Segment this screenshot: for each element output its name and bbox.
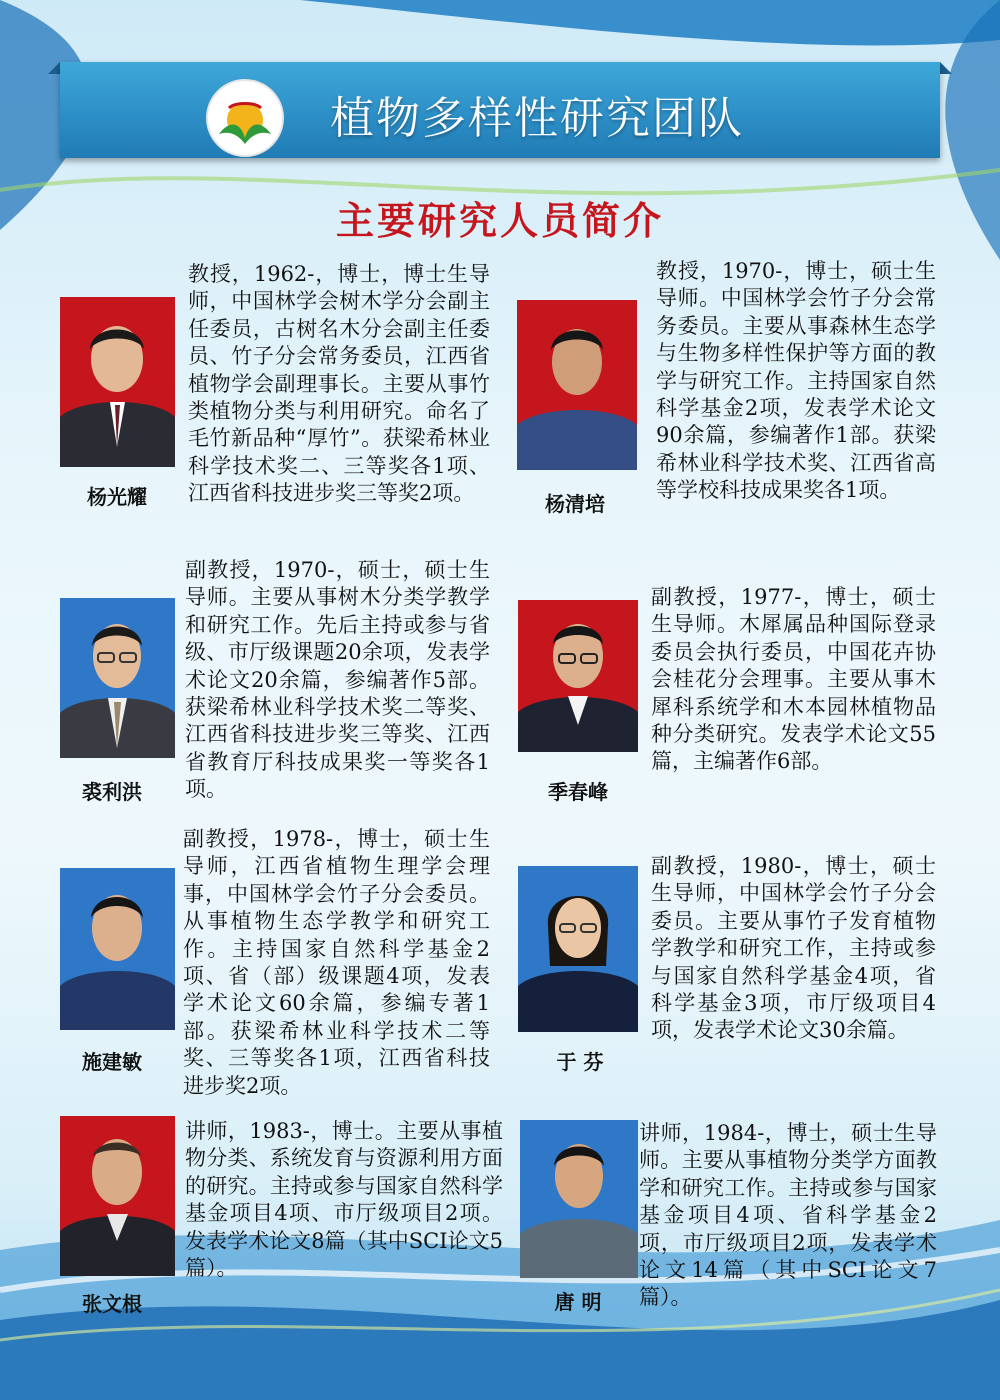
section-title: 主要研究人员简介: [335, 199, 664, 243]
member-name: 季春峰: [548, 780, 608, 804]
member-name: 唐 明: [554, 1290, 602, 1314]
portrait-photo: [60, 1116, 175, 1276]
member-name: 裘利洪: [82, 780, 142, 804]
member-bio: 副教授，1977-，博士，硕士生导师。木犀属品种国际登录委员会执行委员，中国花卉协会桂花分会理事。主要从事木犀科系统学和木本园林植物品种分类研究。发表学术论文55篇，主编著作6部。: [651, 585, 936, 774]
member-bio: 教授，1962-，博士，博士生导师，中国林学会树木学分会副主任委员，古树名木分会副主任委员、竹子分会常务委员，江西省植物学会副理事长。主要从事竹类植物分类与利用研究。命名了毛竹新品种“厚竹”。获梁希林业科学技术奖二、三等奖各1项、江西省科技进步奖三等奖2项。: [188, 262, 490, 506]
member-bio: 讲师，1984-，博士，硕士生导师。主要从事植物分类学方面教学和研究工作。主持或参与国家基金项目4项、省科学基金2项，市厅级项目2项，发表学术论文14篇（其中SCI论文7篇）。: [639, 1121, 937, 1310]
member-bio: 讲师，1983-，博士。主要从事植物分类、系统发育与资源利用方面的研究。主持或参与国家自然科学基金项目4项、市厅级项目2项。发表学术论文8篇（其中SCI论文5篇）。: [185, 1119, 503, 1281]
banner-fold-right: [940, 62, 952, 74]
member-bio: 副教授，1970-，硕士，硕士生导师。主要从事树木分类学教学和研究工作。先后主持或参与省级、市厅级课题20余项，发表学术论文20余篇，参编著作5部。获梁希林业科学技术奖二等奖、江西省科技进步奖三等奖、江西省教育厅科技成果奖一等奖各1项。: [185, 558, 490, 802]
portrait-photo: [517, 300, 637, 470]
member-name: 于 芬: [556, 1050, 604, 1074]
university-logo-icon: [205, 78, 285, 158]
member-bio: 副教授，1978-，博士，硕士生导师，江西省植物生理学会理事，中国林学会竹子分会委员。从事植物生态学教学和研究工作。主持国家自然科学基金2项、省（部）级课题4项，发表学术论文60余篇，参编专著1部。获梁希林业科学技术二等奖、三等奖各1项，江西省科技进步奖2项。: [183, 827, 490, 1098]
member-name: 施建敏: [82, 1050, 142, 1074]
portrait-photo: [518, 600, 638, 752]
member-bio: 副教授，1980-，博士，硕士生导师，中国林学会竹子分会委员。主要从事竹子发育植物学教学和研究工作，主持或参与国家自然科学基金4项，省科学基金3项，市厅级项目4项，发表学术论文30余篇。: [651, 854, 936, 1043]
portrait-photo: [518, 866, 638, 1032]
portrait-photo: [60, 868, 175, 1030]
banner-fold-left: [48, 62, 60, 74]
page-title: 植物多样性研究团队: [330, 93, 744, 144]
member-name: 杨光耀: [87, 485, 147, 509]
member-name: 张文根: [82, 1292, 142, 1316]
member-name: 杨清培: [545, 492, 605, 516]
portrait-photo: [60, 297, 175, 467]
portrait-photo: [520, 1120, 638, 1278]
member-bio: 教授，1970-，博士，硕士生导师。中国林学会竹子分会常务委员。主要从事森林生态学与生物多样性保护等方面的教学与研究工作。主持国家自然科学基金2项，发表学术论文90余篇，参编著作1部。获梁希林业科学技术奖、江西省高等学校科技成果奖各1项。: [656, 259, 936, 503]
portrait-photo: [60, 598, 175, 758]
